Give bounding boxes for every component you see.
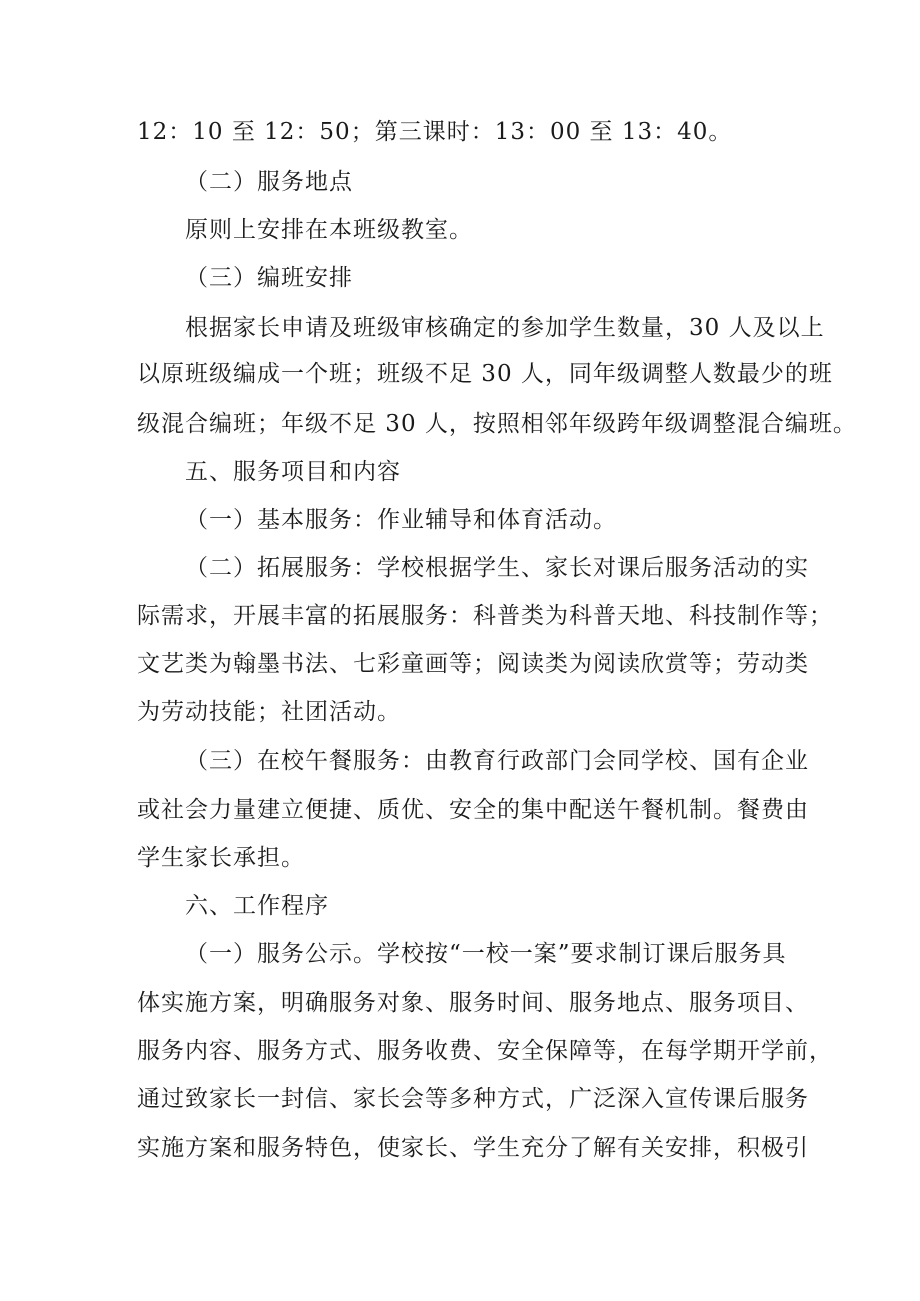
text-line: 原则上安排在本班级教室。 [185,217,473,243]
text-line: 以原班级编成一个班；班级不足 30 人，同年级调整人数最少的班 [137,361,833,387]
text-line: （一）服务公示。学校按“一校一案”要求制订课后服务具 [185,941,787,967]
text-line: （一）基本服务：作业辅导和体育活动。 [185,507,617,533]
text-line: 12：10 至 12：50；第三课时：13：00 至 13：40。 [137,119,733,145]
text-line: 际需求，开展丰富的拓展服务：科普类为科普天地、科技制作等； [137,603,833,629]
text-line: （二）拓展服务：学校根据学生、家长对课后服务活动的实 [185,555,809,581]
text-line: 学生家长承担。 [137,845,305,871]
text-line: 或社会力量建立便捷、质优、安全的集中配送午餐机制。餐费由 [137,797,809,823]
text-line: 通过致家长一封信、家长会等多种方式，广泛深入宣传课后服务 [137,1086,809,1112]
text-line: 级混合编班；年级不足 30 人，按照相邻年级跨年级调整混合编班。 [137,411,857,437]
text-line: 体实施方案，明确服务对象、服务时间、服务地点、服务项目、 [137,990,809,1016]
section-heading: 六、工作程序 [185,893,329,919]
text-line: 文艺类为翰墨书法、七彩童画等；阅读类为阅读欣赏等；劳动类 [137,651,809,677]
text-line: 根据家长申请及班级审核确定的参加学生数量，30 人及以上 [185,315,825,341]
text-line: （三）在校午餐服务：由教育行政部门会同学校、国有企业 [185,748,809,774]
section-heading: 五、服务项目和内容 [185,459,401,485]
section-heading: （二）服务地点 [185,169,353,195]
text-line: 为劳动技能；社团活动。 [137,699,401,725]
text-line: 服务内容、服务方式、服务收费、安全保障等，在每学期开学前， [137,1038,833,1064]
section-heading: （三）编班安排 [185,265,353,291]
text-line: 实施方案和服务特色，使家长、学生充分了解有关安排，积极引 [137,1135,809,1161]
